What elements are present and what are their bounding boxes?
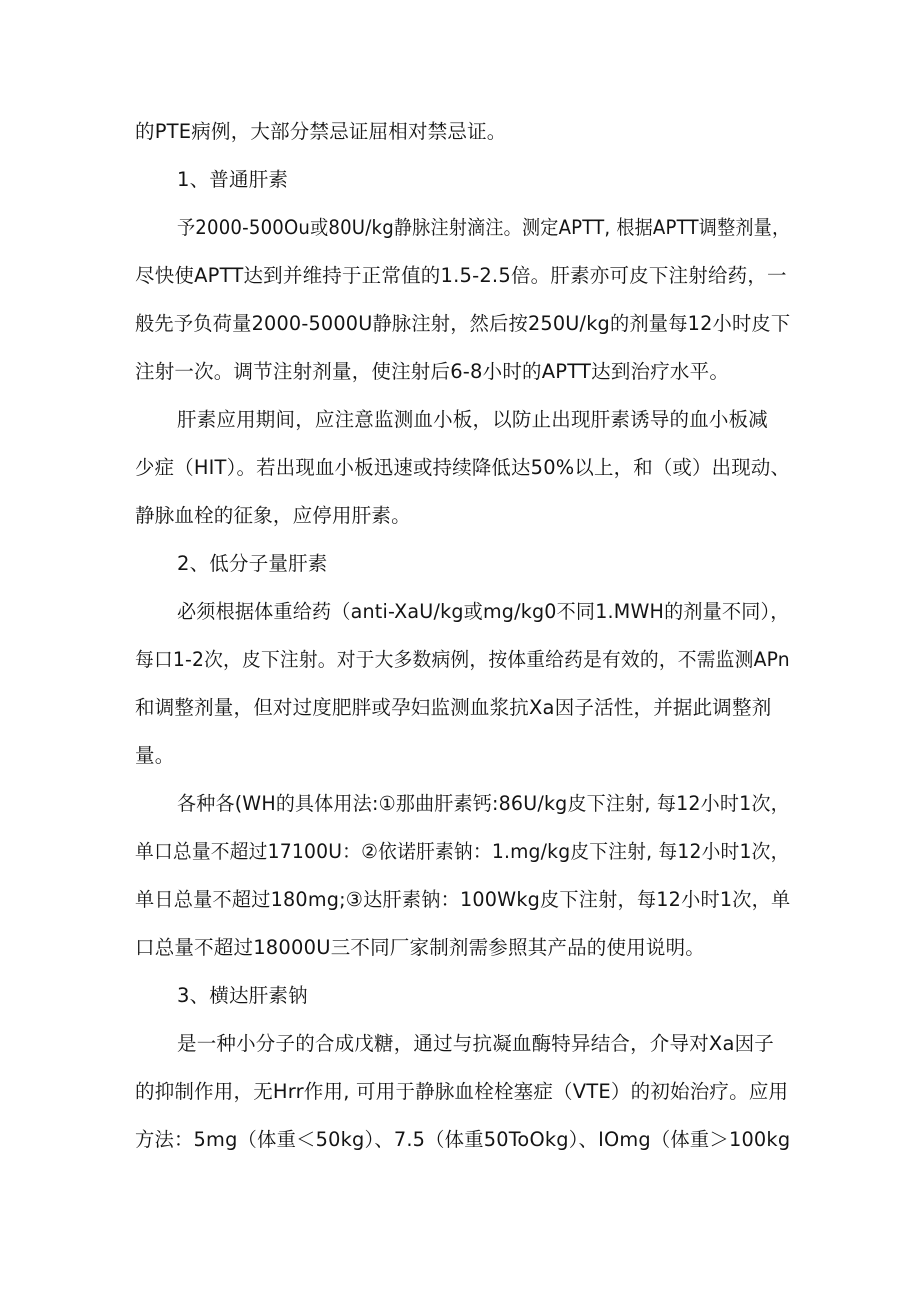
section-heading-2: 2、低分子量肝素 (177, 552, 328, 575)
paragraph-line: 般先予负荷量2000-5000U静脉注射，然后按250U/kg的剂量每12小时皮下 (135, 312, 791, 335)
paragraph-line: 各种各(WH的具体用法:①那曲肝素钙:86U/kg皮下注射, 每12小时1次， (177, 792, 790, 815)
paragraph-line: 的PTE病例，大部分禁忌证屈相对禁忌证。 (135, 120, 507, 143)
paragraph-line: 单口总量不超过17100U：②依诺肝素钠：1.mg/kg皮下注射, 每12小时1次， (135, 840, 790, 863)
paragraph-line: 方法：5mg（体重＜50kg）、7.5（体重50ToOkg）、IOmg（体重＞100kg (135, 1128, 791, 1151)
paragraph-line: 口总量不超过18000U三不同厂家制剂需参照其产品的使用说明。 (135, 936, 706, 959)
paragraph-line: 注射一次。调节注射剂量，使注射后6-8小时的APTT达到治疗水平。 (135, 360, 730, 383)
paragraph-line: 和调整剂量，但对过度肥胖或孕妇监测血浆抗Xa因子活性，并据此调整剂 (135, 696, 772, 719)
paragraph-line: 少症（HIT）。若出现血小板迅速或持续降低达50%以上，和（或）出现动、 (135, 456, 791, 479)
paragraph-line: 尽快使APTT达到并维持于正常值的1.5-2.5倍。肝素亦可皮下注射给药，一 (135, 264, 787, 287)
paragraph-line: 每口1-2次，皮下注射。对于大多数病例，按体重给药是有效的，不需监测APn (135, 648, 790, 671)
paragraph-line: 量。 (135, 744, 175, 767)
section-heading-3: 3、横达肝素钠 (177, 984, 308, 1007)
section-heading-1: 1、普通肝素 (177, 168, 289, 191)
paragraph-line: 静脉血栓的征象，应停用肝素。 (135, 504, 411, 527)
paragraph-line: 的抑制作用，无Hrr作用, 可用于静脉血栓栓塞症（VTE）的初始治疗。应用 (135, 1080, 789, 1103)
paragraph-line: 肝素应用期间，应注意监测血小板，以防止出现肝素诱导的血小板减 (177, 408, 769, 431)
paragraph-line: 是一种小分子的合成戊糖，通过与抗凝血酶特异结合，介导对Xa因子 (177, 1032, 775, 1055)
paragraph-line: 单日总量不超过180mg;③达肝素钠：100Wkg皮下注射，每12小时1次，单 (135, 888, 791, 911)
paragraph-line: 必须根据体重给药（anti-XaU/kg或mg/kg0不同1.MWH的剂量不同）， (177, 600, 790, 623)
paragraph-line: 予2000-500Ou或80U/kg静脉注射滴注。测定APTT, 根据APTT调整剂量， (177, 216, 791, 239)
